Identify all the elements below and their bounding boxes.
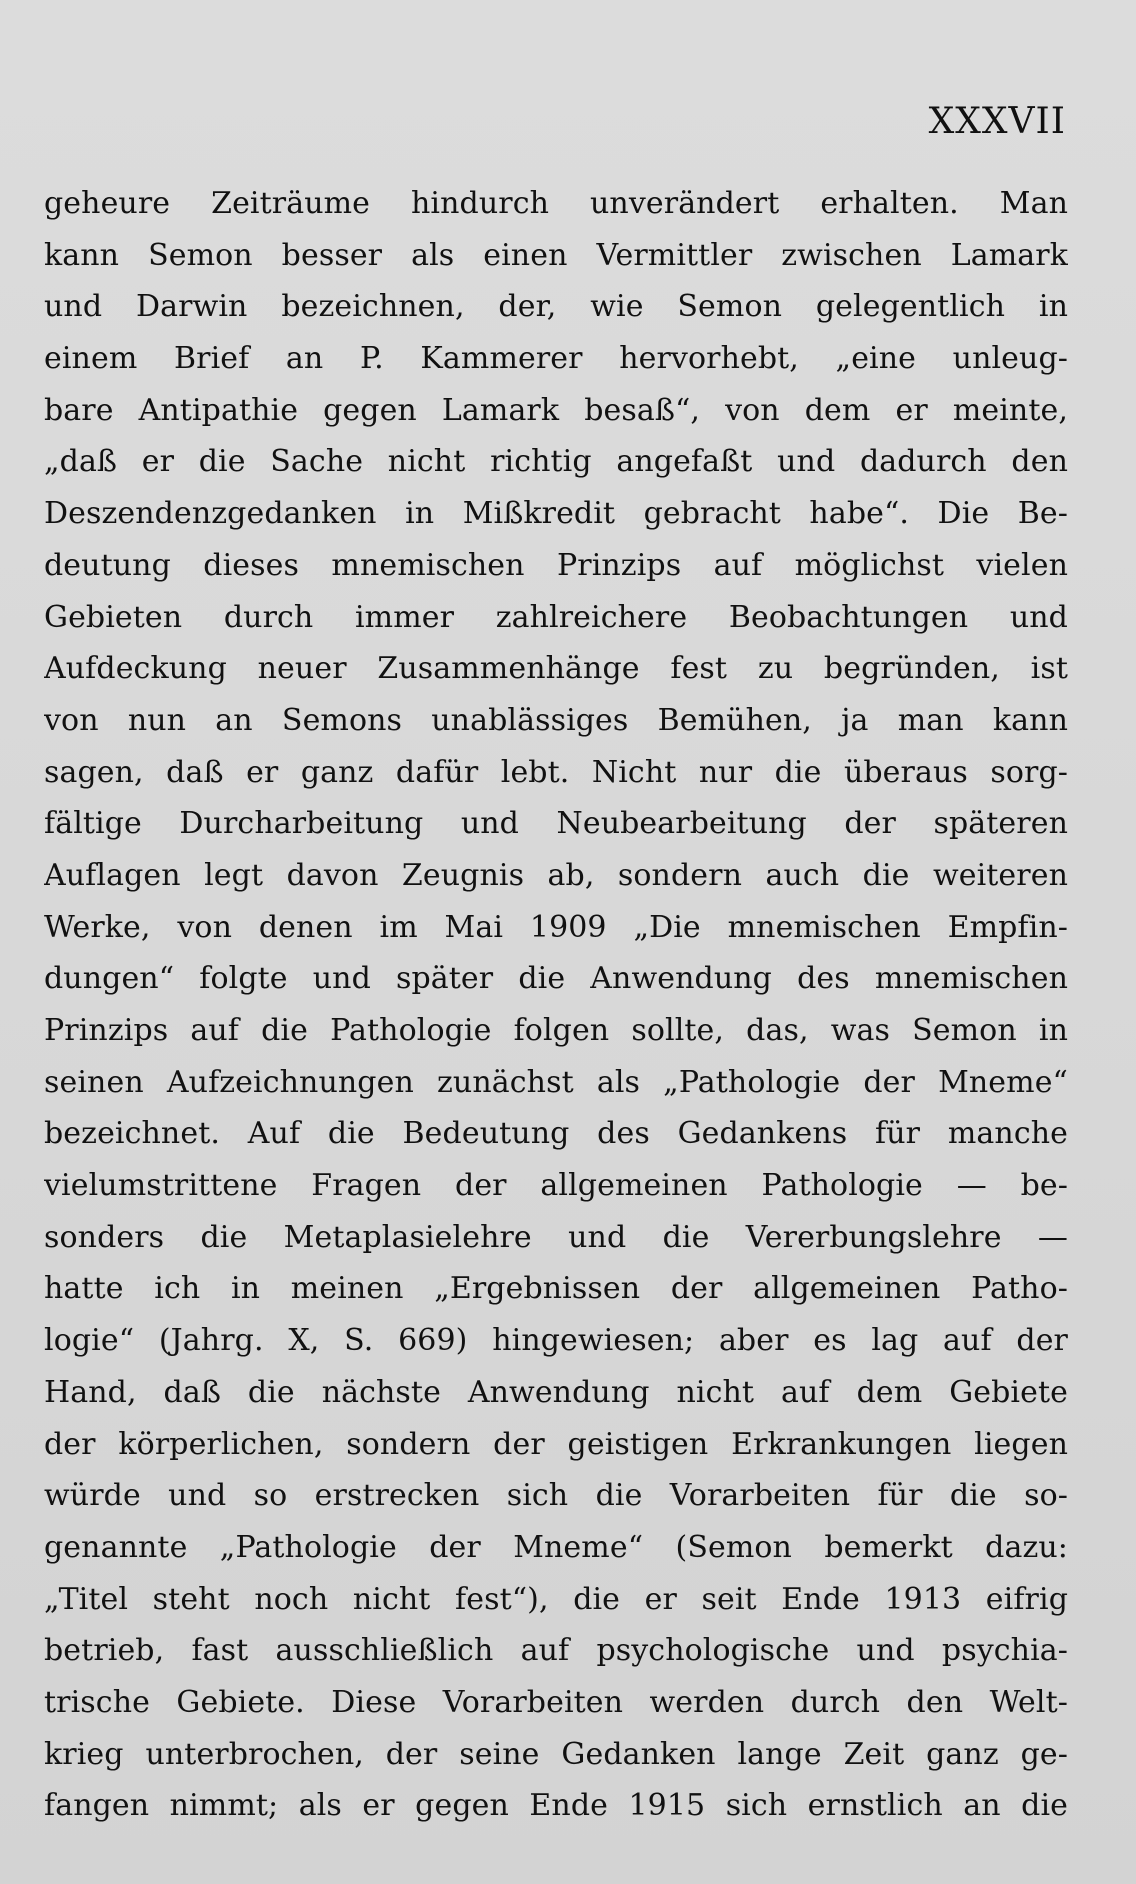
text-line: fangen nimmt; als er gegen Ende 1915 sich ernstlich an die <box>44 1788 1068 1824</box>
text-line: betrieb, fast ausschließlich auf psychologische und psychia- <box>44 1633 1068 1669</box>
text-line: und Darwin bezeichnen, der, wie Semon gelegentlich in <box>44 289 1068 325</box>
text-line: einem Brief an P. Kammerer hervorhebt, „eine unleug- <box>44 341 1068 377</box>
text-line: krieg unterbrochen, der seine Gedanken lange Zeit ganz ge- <box>44 1736 1068 1772</box>
text-line: Werke, von denen im Mai 1909 „Die mnemischen Empfin- <box>44 909 1068 945</box>
text-line: Prinzips auf die Pathologie folgen sollte, das, was Semon in <box>44 1013 1068 1048</box>
text-line: Hand, daß die nächste Anwendung nicht auf dem Gebiete <box>44 1374 1068 1410</box>
text-line: bare Antipathie gegen Lamark besaß“, von dem er meinte, <box>44 392 1068 428</box>
text-line: „Titel steht noch nicht fest“), die er seit Ende 1913 eifrig <box>44 1581 1068 1617</box>
text-line: von nun an Semons unablässiges Bemühen, ja man kann <box>44 702 1068 738</box>
text-line: sagen, daß er ganz dafür lebt. Nicht nur die überaus sorg- <box>44 754 1068 790</box>
text-line: fältige Durcharbeitung und Neubearbeitung der späteren <box>44 806 1068 842</box>
body-text <box>44 178 1068 1832</box>
text-line: geheure Zeiträume hindurch unverändert erhalten. Man <box>44 186 1068 221</box>
text-line: der körperlichen, sondern der geistigen Erkrankungen liegen <box>44 1426 1068 1462</box>
text-line: bezeichnet. Auf die Bedeutung des Gedankens für manche <box>44 1116 1068 1152</box>
text-line: deutung dieses mnemischen Prinzips auf möglichst vielen <box>44 547 1068 583</box>
text-line: logie“ (Jahrg. X, S. 669) hingewiesen; aber es lag auf der <box>44 1323 1068 1359</box>
text-line: Auflagen legt davon Zeugnis ab, sondern auch die weiteren <box>44 857 1068 893</box>
text-line: genannte „Pathologie der Mneme“ (Semon bemerkt dazu: <box>44 1529 1068 1565</box>
text-line: kann Semon besser als einen Vermittler zwischen Lamark <box>44 237 1068 273</box>
text-line: würde und so erstrecken sich die Vorarbeiten für die so- <box>44 1478 1068 1514</box>
text-line: dungen“ folgte und später die Anwendung des mnemischen <box>44 961 1068 997</box>
text-line: „daß er die Sache nicht richtig angefaßt und dadurch den <box>44 444 1068 480</box>
text-line: Gebieten durch immer zahlreichere Beobachtungen und <box>44 599 1068 635</box>
text-line: sonders die Metaplasielehre und die Vererbungslehre — <box>44 1219 1068 1255</box>
text-line: seinen Aufzeichnungen zunächst als „Pathologie der Mneme“ <box>44 1064 1068 1100</box>
text-line: Aufdeckung neuer Zusammenhänge fest zu begründen, ist <box>44 651 1068 687</box>
text-line: trische Gebiete. Diese Vorarbeiten werden durch den Welt- <box>44 1684 1068 1720</box>
text-line: hatte ich in meinen „Ergebnissen der allgemeinen Patho- <box>44 1271 1068 1307</box>
text-line: vielumstrittene Fragen der allgemeinen Pathologie — be- <box>44 1168 1068 1204</box>
text-line: Deszendenzgedanken in Mißkredit gebracht habe“. Die Be- <box>44 496 1068 532</box>
page-number: XXXVII <box>928 101 1066 142</box>
